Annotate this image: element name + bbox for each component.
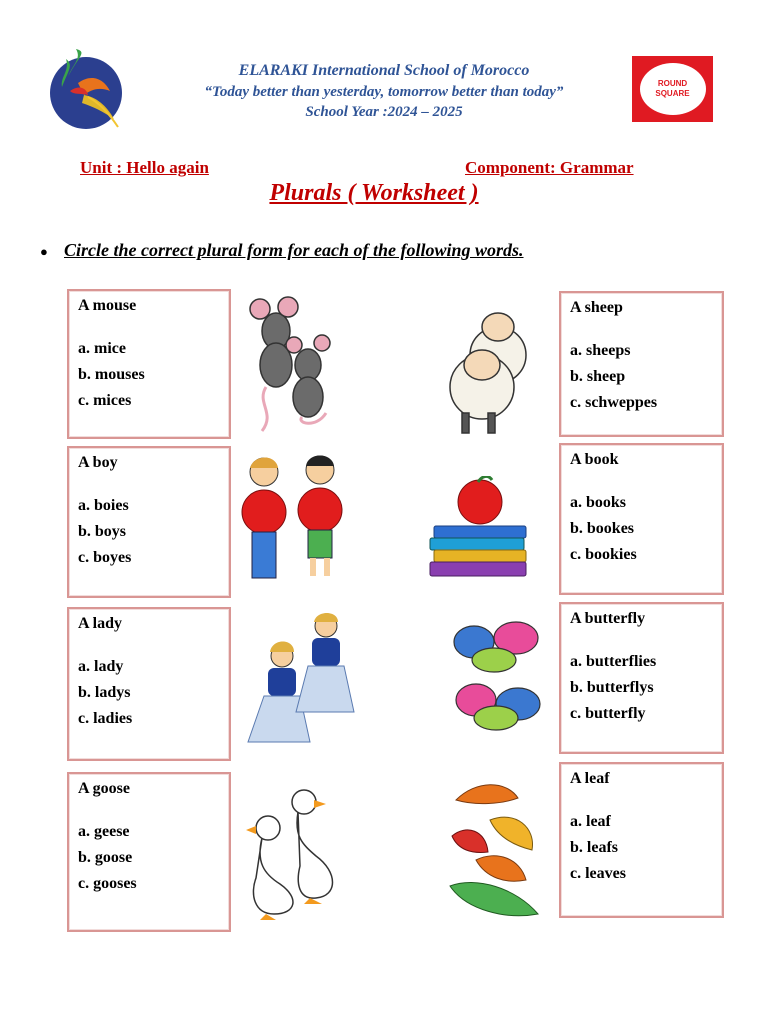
ladies-icon <box>242 612 364 751</box>
word: A boy <box>78 454 118 471</box>
leaves-icon <box>446 780 542 927</box>
option-c[interactable]: c. gooses <box>78 875 137 892</box>
unit-label: Unit : Hello again <box>80 158 209 177</box>
option-b[interactable]: b. leafs <box>570 839 618 856</box>
worksheet-title: Plurals ( Worksheet ) <box>269 180 479 206</box>
round-square-logo <box>632 56 713 122</box>
question-box-butterfly <box>559 602 724 754</box>
word: A goose <box>78 780 130 797</box>
word: A lady <box>78 615 123 632</box>
option-c[interactable]: c. leaves <box>570 865 626 882</box>
component-label: Component: Grammar <box>465 158 634 177</box>
boys-icon <box>240 454 344 589</box>
option-a[interactable]: a. geese <box>78 823 130 840</box>
geese-icon <box>246 786 346 925</box>
mice-icon <box>236 293 348 443</box>
books-icon <box>428 476 530 585</box>
question-box-leaf <box>559 762 724 918</box>
question-box-book <box>559 443 724 595</box>
question-box-sheep <box>559 291 724 437</box>
logo-text-line2: SQUARE <box>655 89 690 98</box>
option-a[interactable]: a. boies <box>78 497 129 514</box>
option-b[interactable]: b. sheep <box>570 368 626 385</box>
logo-text-line1: ROUND <box>657 79 688 88</box>
option-b[interactable]: b. butterflys <box>570 679 654 696</box>
option-b[interactable]: b. bookes <box>570 520 635 537</box>
school-motto: “Today better than yesterday, tomorrow better than today” <box>204 84 564 100</box>
option-b[interactable]: b. goose <box>78 849 133 866</box>
word: A mouse <box>78 297 137 314</box>
question-box-goose <box>67 772 231 932</box>
option-a[interactable]: a. books <box>570 494 627 511</box>
question-box-boy <box>67 446 231 598</box>
bullet-icon: ● <box>40 244 48 259</box>
option-c[interactable]: c. boyes <box>78 549 132 566</box>
option-a[interactable]: a. sheeps <box>570 342 631 359</box>
school-year: School Year :2024 – 2025 <box>305 104 463 120</box>
school-name: ELARAKI International School of Morocco <box>238 62 530 79</box>
option-a[interactable]: a. lady <box>78 658 124 675</box>
sheep-icon <box>444 305 532 442</box>
question-box-mouse <box>67 289 231 439</box>
option-c[interactable]: c. schweppes <box>570 394 658 411</box>
option-b[interactable]: b. mouses <box>78 366 145 383</box>
option-c[interactable]: c. butterfly <box>570 705 646 722</box>
word: A butterfly <box>570 610 646 627</box>
option-c[interactable]: c. bookies <box>570 546 637 563</box>
option-a[interactable]: a. mice <box>78 340 126 357</box>
option-b[interactable]: b. boys <box>78 523 127 540</box>
option-c[interactable]: c. ladies <box>78 710 133 727</box>
option-a[interactable]: a. leaf <box>570 813 611 830</box>
word: A sheep <box>570 299 623 316</box>
option-c[interactable]: c. mices <box>78 392 132 409</box>
question-box-lady <box>67 607 231 761</box>
option-a[interactable]: a. butterflies <box>570 653 657 670</box>
option-b[interactable]: b. ladys <box>78 684 131 701</box>
word: A book <box>570 451 619 468</box>
instruction: Circle the correct plural form for each of the following words. <box>64 240 524 260</box>
word: A leaf <box>570 770 610 787</box>
butterflies-icon <box>450 614 546 741</box>
